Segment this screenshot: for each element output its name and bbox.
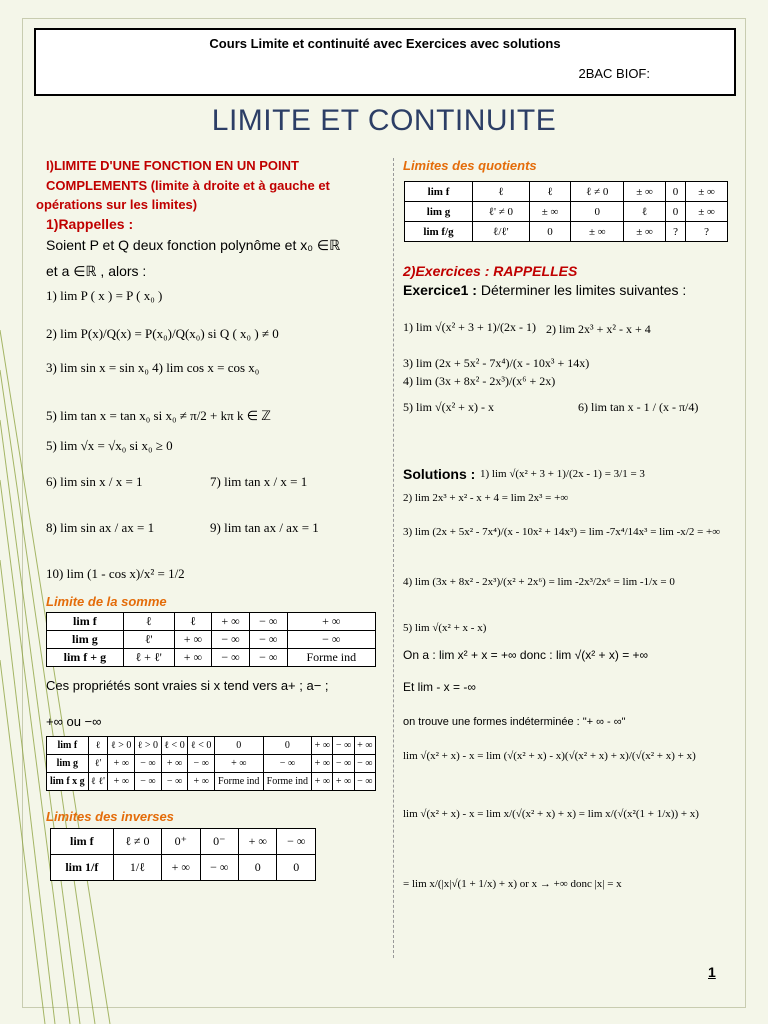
table-row [51,855,316,881]
table-cell: − ∞ [212,631,250,649]
table-cell: ℓ [88,737,108,755]
page-number: 1 [708,964,716,980]
table-cell: + ∞ [162,855,200,881]
table-cell: 1/ℓ [113,855,161,881]
row-header-cell: lim f/g [405,222,473,242]
formula-5-sqrt: 5) lim √x = √x₀ si x₀ ≥ 0 [46,438,173,453]
column-divider [393,158,394,958]
table-cell: ℓ/ℓ' [473,222,530,242]
table-cell: ℓ [174,613,212,631]
exercise-item-6: 6) lim tan x - 1 / (x - π/4) [578,400,699,414]
table-cell: 0 [277,855,316,881]
table-cell: 0⁺ [162,829,200,855]
table-cell: ± ∞ [624,222,666,242]
table-cell: ? [686,222,728,242]
table-cell: + ∞ [174,649,212,667]
solution-2: 2) lim 2x³ + x² - x + 4 = lim 2x³ = +∞ [403,492,569,504]
table-cell: + ∞ [188,773,215,791]
table-somme [46,612,376,667]
et-line: et a ∈ℝ , alors : [46,263,147,279]
exercise-item-4: 4) lim (3x + 8x² - 2x³)/(x⁶ + 2x) [403,374,556,388]
table-cell: 0 [239,855,277,881]
table-cell: ℓ' ≠ 0 [473,202,530,222]
table-cell: + ∞ [239,829,277,855]
level-label: 2BAC BIOF: [578,66,650,81]
inverses-title: Limites des inverses [46,809,174,824]
table-row [47,737,376,755]
table-cell: Forme ind [263,773,312,791]
table-cell: − ∞ [249,649,287,667]
table-cell: ℓ [123,613,174,631]
table-quotients [404,181,728,242]
solution-4: 4) lim (3x + 8x² - 2x³)/(x² + 2x⁶) = lim -2x³/2x⁶ = lim -1/x = 0 [403,576,675,588]
proprietes-text-2: +∞ ou −∞ [46,714,102,729]
table-cell: + ∞ [212,613,250,631]
row-header-cell: lim f + g [47,649,124,667]
table-row [47,613,376,631]
decorative-lines [0,330,120,1024]
forme-ind-text: on trouve une formes indéterminée : "+ ∞ - ∞" [403,716,626,728]
table-cell: 0⁻ [200,829,238,855]
table-cell: − ∞ [200,855,238,881]
table-cell: ℓ + ℓ' [123,649,174,667]
table-cell: 0 [263,737,312,755]
formula-7: 7) lim tan x / x = 1 [210,474,308,489]
table-cell: ℓ' [123,631,174,649]
et-line-right: Et lim - x = -∞ [403,680,476,694]
table-cell: + ∞ [333,773,354,791]
row-header-cell: lim g [47,631,124,649]
row-header-cell: lim f [51,829,114,855]
table-cell: 0 [529,222,571,242]
table-cell: − ∞ [333,737,354,755]
table-cell: ± ∞ [571,222,624,242]
formula-10: 10) lim (1 - cos x)/x² = 1/2 [46,566,185,581]
solution-3: 3) lim (2x + 5x² - 7x⁴)/(x - 10x² + 14x³) = lim -7x⁴/14x³ = lim -x/2 = +∞ [403,526,721,538]
table-row [47,755,376,773]
table-cell: ± ∞ [686,202,728,222]
table-inverses [50,828,316,881]
table-cell: ℓ [473,182,530,202]
calc-line-1: lim √(x² + x) - x = lim (√(x² + x) - x)(√(x² + x) + x)/(√(x² + x) + x) [403,750,696,762]
table-cell: − ∞ [135,755,162,773]
table-cell: − ∞ [263,755,312,773]
page-title: LIMITE ET CONTINUITE [211,104,557,137]
rappels-heading: 1)Rappelles : [46,216,134,232]
formula-6: 6) lim sin x / x = 1 [46,474,143,489]
table-row [47,773,376,791]
exercise-item-3: 3) lim (2x + 5x² - 7x⁴)/(x - 10x³ + 14x) [403,356,590,370]
table-cell: − ∞ [135,773,162,791]
soient-line: Soient P et Q deux fonction polynôme et x₀ ∈ℝ [46,237,341,253]
table-cell: 0 [665,182,685,202]
table-cell: Forme ind [214,773,263,791]
table-cell: + ∞ [108,755,135,773]
table-cell: ℓ ≠ 0 [113,829,161,855]
table-cell: ℓ' [88,755,108,773]
table-row [405,182,728,202]
table-cell: + ∞ [312,737,333,755]
table-row [405,222,728,242]
table-cell: − ∞ [354,773,375,791]
row-header-cell: lim 1/f [51,855,114,881]
table-cell: ℓ ℓ' [88,773,108,791]
table-cell: 0 [665,202,685,222]
course-title: Cours Limite et continuité avec Exercices avec solutions [209,36,561,51]
table-cell: + ∞ [312,773,333,791]
table-cell: ± ∞ [529,202,571,222]
table-cell: ℓ ≠ 0 [571,182,624,202]
row-header-cell: lim g [47,755,89,773]
table-cell: ± ∞ [624,182,666,202]
section1-subtitle: COMPLEMENTS (limite à droite et à gauche et [46,178,330,193]
proprietes-text: Ces propriétés sont vraies si x tend vers a+ ; a− ; [46,678,329,693]
row-header-cell: lim g [405,202,473,222]
table-cell: − ∞ [249,631,287,649]
table-cell: ℓ [624,202,666,222]
table-cell: − ∞ [249,613,287,631]
exercise-item-1: 1) lim √(x² + 3 + 1)/(2x - 1) [403,320,537,334]
table-cell: + ∞ [214,755,263,773]
solution-5: 5) lim √(x² + x - x) [403,622,487,634]
formula-1: 1) lim P ( x ) = P ( x₀ ) [46,288,163,303]
table-produit [46,736,376,791]
exercise-item-2: 2) lim 2x³ + x² - x + 4 [546,322,651,336]
row-header-cell: lim f [47,737,89,755]
table-cell: ℓ < 0 [188,737,215,755]
formula-2: 2) lim P(x)/Q(x) = P(x₀)/Q(x₀) si Q ( x₀ ) ≠ 0 [46,326,279,341]
table-cell: + ∞ [312,755,333,773]
table-cell: ± ∞ [686,182,728,202]
header-box [34,28,736,96]
table-cell: ℓ > 0 [135,737,162,755]
row-header-cell: lim f x g [47,773,89,791]
formula-5-tan: 5) lim tan x = tan x₀ si x₀ ≠ π/2 + kπ k ∈ ℤ [46,408,271,423]
ona-line: On a : lim x² + x = +∞ donc : lim √(x² + x) = +∞ [403,648,649,662]
table-cell: − ∞ [287,631,375,649]
somme-title: Limite de la somme [46,594,167,609]
section1-title: I)LIMITE D'UNE FONCTION EN UN POINT [46,158,299,173]
table-cell: + ∞ [161,755,188,773]
table-cell: 0 [214,737,263,755]
formula-8: 8) lim sin ax / ax = 1 [46,520,155,535]
calc-line-2: lim √(x² + x) - x = lim x/(√(x² + x) + x) = lim x/(√(x²(1 + 1/x)) + x) [403,808,699,820]
table-cell: + ∞ [287,613,375,631]
exercice1-text: Déterminer les limites suivantes : [476,282,687,298]
table-cell: − ∞ [161,773,188,791]
solution-1: 1) lim √(x² + 3 + 1)/(2x - 1) = 3/1 = 3 [480,468,645,480]
exercice1-label: Exercice1 : [403,282,477,298]
solutions-label: Solutions : [403,466,476,482]
exercise-item-5: 5) lim √(x² + x) - x [403,400,494,414]
table-cell: + ∞ [354,737,375,755]
table-cell: − ∞ [188,755,215,773]
table-row [47,631,376,649]
table-cell: ℓ > 0 [108,737,135,755]
formula-9: 9) lim tan ax / ax = 1 [210,520,319,535]
table-row [405,202,728,222]
table-cell: − ∞ [277,829,316,855]
table-cell: + ∞ [174,631,212,649]
table-cell: ℓ < 0 [161,737,188,755]
table-cell: − ∞ [212,649,250,667]
formula-3-4: 3) lim sin x = sin x₀ 4) lim cos x = cos x₀ [46,360,260,375]
row-header-cell: lim f [47,613,124,631]
table-cell: ? [665,222,685,242]
table-cell: ℓ [529,182,571,202]
calc-line-3: = lim x/(|x|√(1 + 1/x) + x) or x → +∞ donc |x| = x [403,878,622,890]
table-cell: − ∞ [333,755,354,773]
exercices-title: 2)Exercices : RAPPELLES [403,263,578,279]
section1-subtitle-2: opérations sur les limites) [36,197,198,212]
quotients-title: Limites des quotients [403,158,537,173]
table-cell: 0 [571,202,624,222]
table-cell: − ∞ [354,755,375,773]
table-cell: Forme ind [287,649,375,667]
table-row [51,829,316,855]
table-row [47,649,376,667]
row-header-cell: lim f [405,182,473,202]
exercice1-line [403,282,686,298]
table-cell: + ∞ [108,773,135,791]
